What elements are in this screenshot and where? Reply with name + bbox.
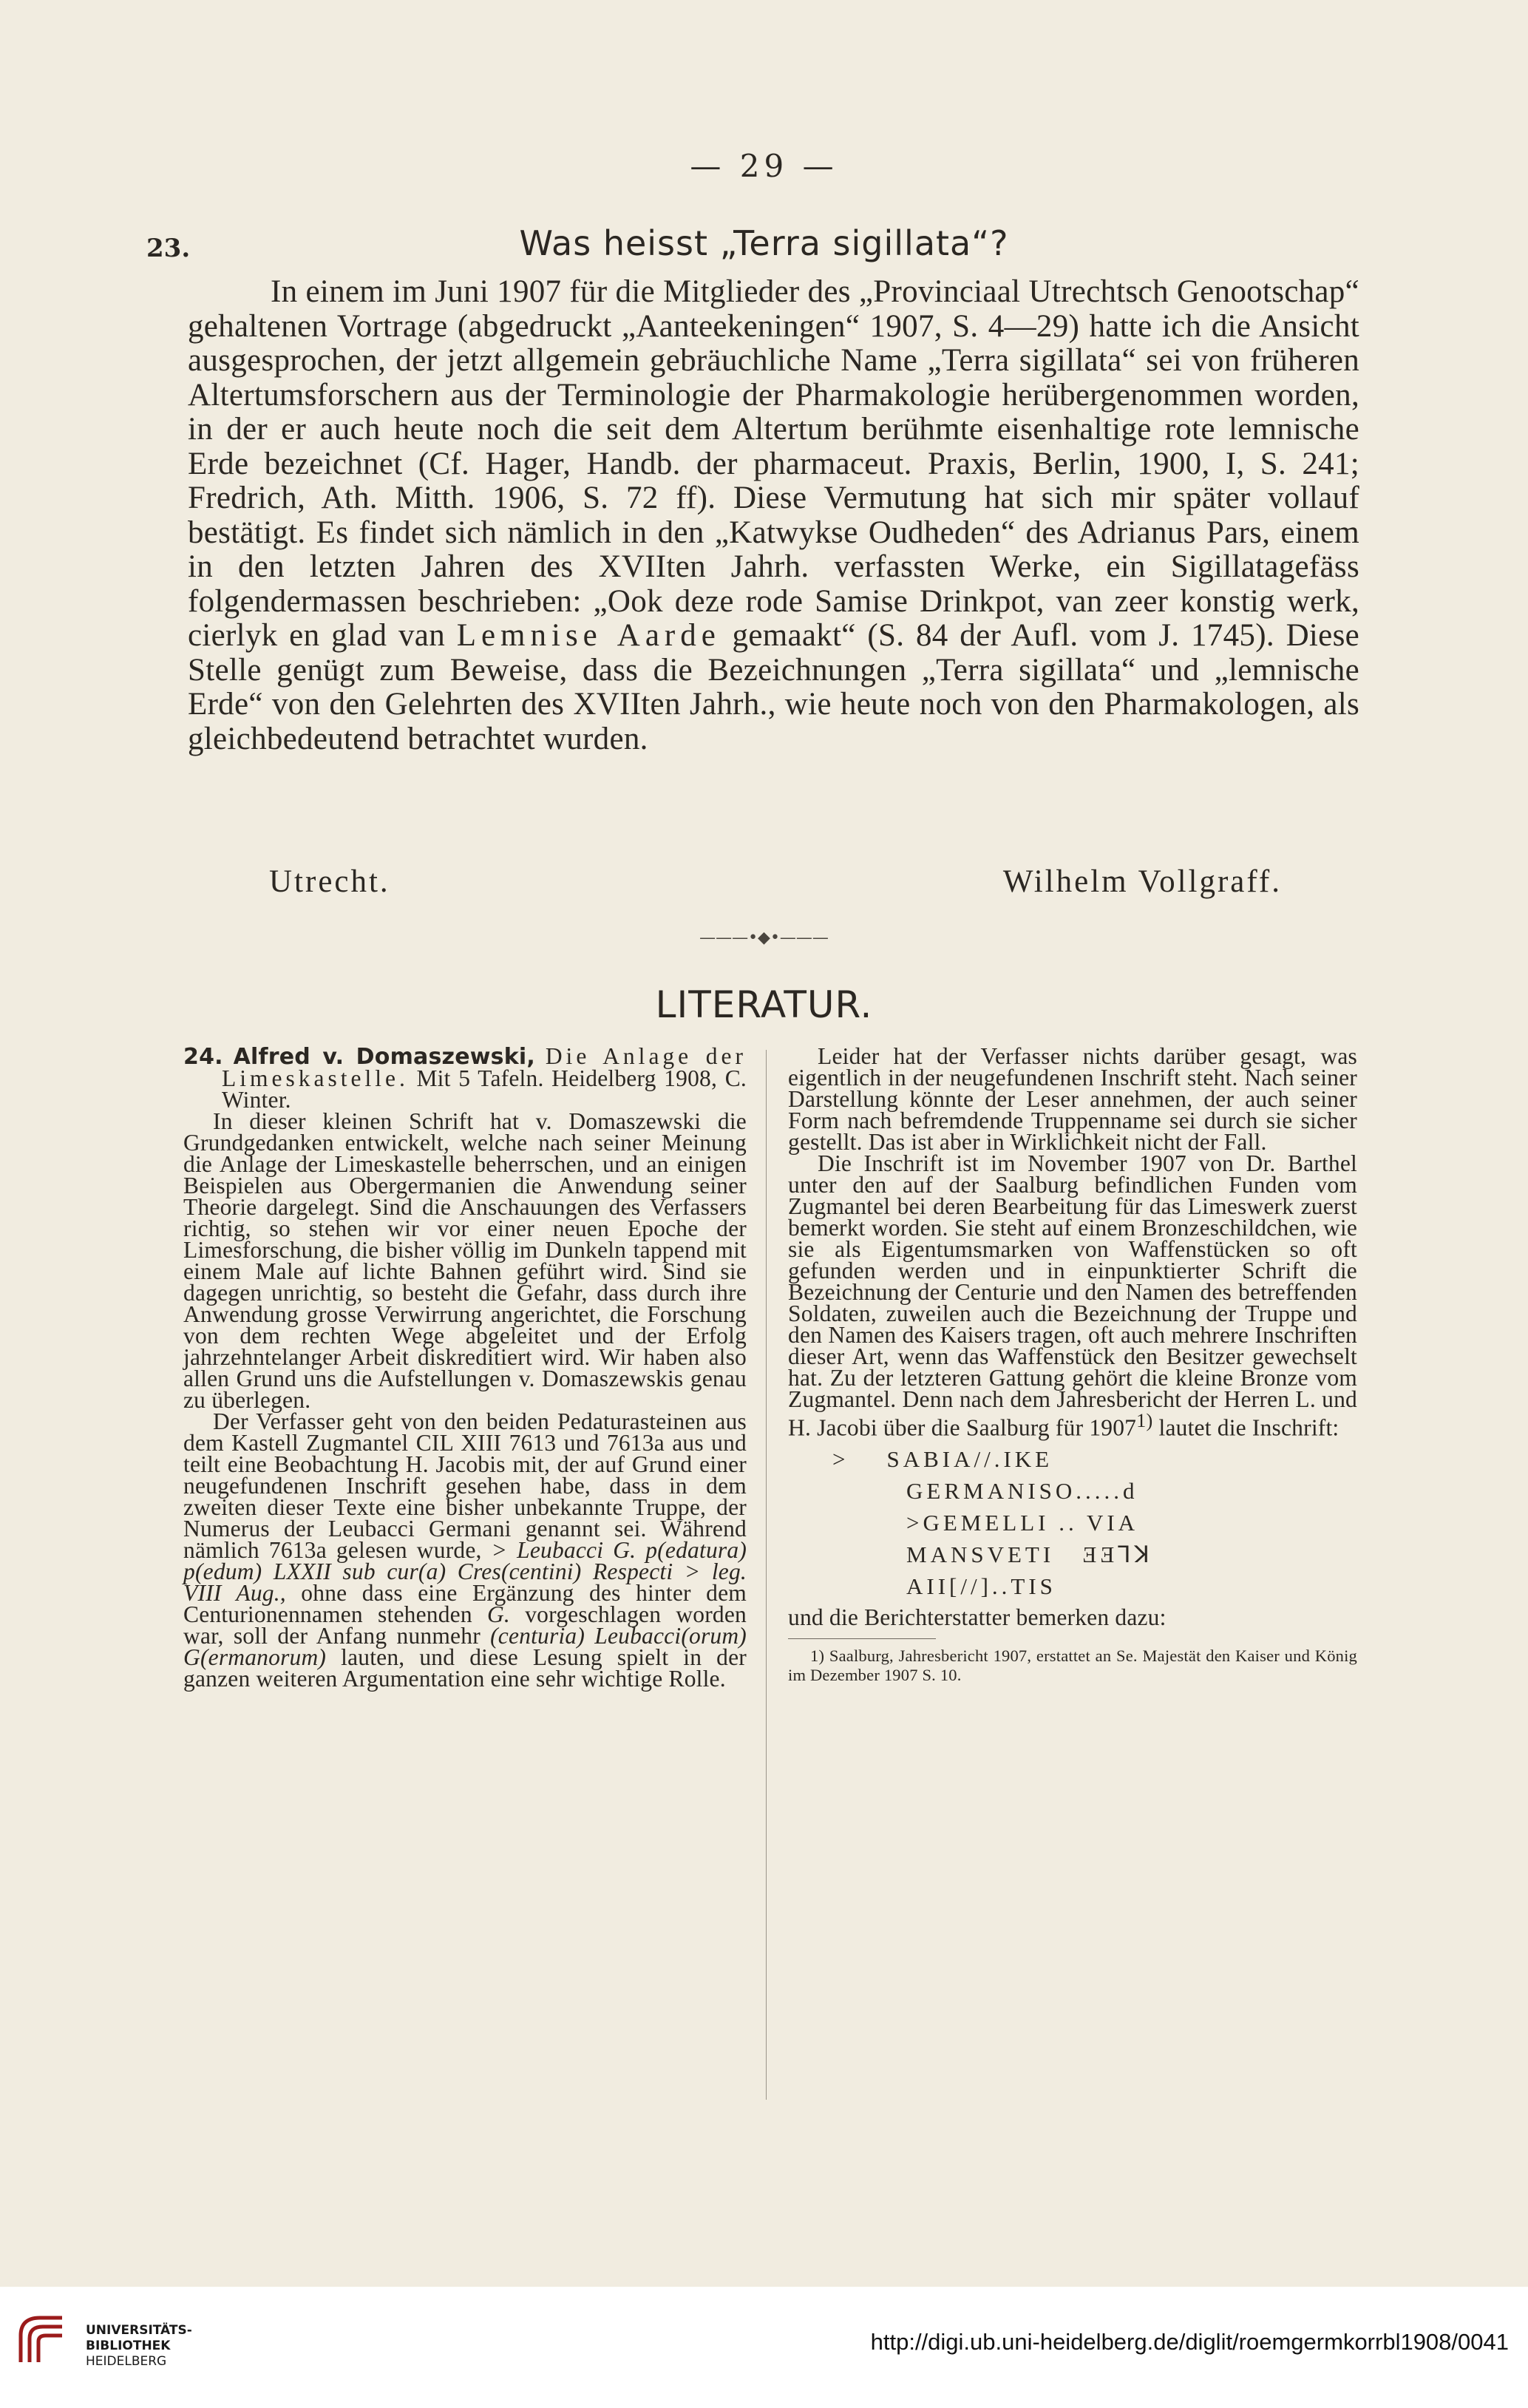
spaced-emphasis: Lemnise Aarde [456,618,721,653]
section-heading: LITERATUR. [655,983,873,1026]
article-body: In einem im Juni 1907 für die Mitglieder des „Provinciaal Utrechtsch Genootschap“ gehaltenen Vortrage (abgedruckt „Aanteekeningen“ 1907, S. 4—29) hatte ich die Ansicht ausgesprochen, der jetzt allgemein gebräuchliche Name „Terra sigillata“ sei von früheren Altertumsforschern aus der Terminologie der Pharmakologie herübergenommen worden, in der er auch heute noch die seit dem Altertum berühmte eisenhaltige rote lemnische Erde bezeichnet (Cf. Hager, Handb. der pharmaceut. Praxis, Berlin, 1900, I, S. 241; Fredrich, Ath. Mitth. 1906, S. 72 ff). Diese Vermutung hat sich mir später vollauf bestätigt. Es findet sich nämlich in den „Katwykse Oudheden“ des Adrianus Pars, einem in den letzten Jahren des XVIIten Jahrh. verfassten Werke, ein Sigillatagefäss folgendermassen beschrieben: „Ook deze rode Samise Drinkpot, van zeer konstig werk, cierlyk en glad van Lemnise Aarde gemaakt“ (S. 84 der Aufl. vom J. 1745). Diese Stelle genügt zum Beweise, dass die Bezeichnungen „Terra sigillata“ und „lemnische Erde“ von den Gelehrten des XVIIten Jahrh., wie heute noch von den Pharmakologen, als gleichbedeutend betrachtet wurden. [188,274,1359,756]
footnote-rule [788,1638,936,1639]
inscription-block [788,1443,1357,1602]
footnote: 1) Saalburg, Jahresbericht 1907, erstattet an Se. Majestät den Kaiser und König im Dezember 1907 S. 10. [788,1646,1357,1684]
signature-author: Wilhelm Vollgraff. [1002,864,1282,899]
section-ornament: ———•◆•——— [699,929,829,947]
review-paragraph: und die Berichterstatter bemerken dazu: [788,1604,1167,1630]
page-number: — 29 — [690,148,838,184]
review-heading: 24. Alfred v. Domaszewski, Die Anlage der Limeskastelle. Mit 5 Tafeln. Heidelberg 1908, C. Winter. [183,1043,747,1113]
review-book-title: Die Anlage der Limeskastelle. [222,1043,747,1091]
column-divider [766,1050,767,2100]
review-column-left [183,1043,747,1692]
article-number: 23. [146,234,191,263]
inscription-line: AII[//]..TIS [906,1573,1056,1599]
review-paragraph: Die Inschrift ist im November 1907 von Dr. Barthel unter den auf der Saalburg befindlichen Funden vom Zugmantel bei deren Bearbeitung für das Limeswerk zuerst bemerkt worden. Sie steht auf einem Bronzeschildchen, wie sie als Eigentumsmarken von Waffenstücken so oft gefunden werden und in einpunktierter Schrift die Bezeichnung der Centurie und den Namen des betreffenden Soldaten, zuweilen auch die Bezeichnung der Truppe und den Namen des Kaisers tragen, oft auch mehrere Inschriften dieser Art, wenn das Waffenstück den Besitzer gewechselt hat. Zu der letzteren Gattung gehört die kleine Bronze vom Zugmantel. Denn nach dem Jahresbericht der Herren L. und H. Jacobi über die Saalburg für 1907$^{1)}$ lautet die Inschrift: [788,1150,1357,1441]
inscription-line: MANSVETI ƎƎꓶꓘ [906,1541,1153,1567]
review-author: Alfred v. Domaszewski, [233,1044,535,1070]
review-paragraph: Leider hat der Verfasser nichts darüber gesagt, was eigentlich in der neugefundenen Inschrift steht. Nach seiner Darstellung könnte der Leser annehmen, der auch seiner Form nach befremdende Truppenname sei durch sie sicher gestellt. Das ist aber in Wirklichkeit nicht der Fall. [788,1043,1357,1155]
review-paragraph: In dieser kleinen Schrift hat v. Domaszewski die Grundgedanken entwickelt, welche nach seiner Meinung die Anlage der Limeskastelle beherrschen, und an einigen Beispielen aus Obergermanien die Anwendung seiner Theorie dargelegt. Sind die Anschauungen des Verfassers richtig, so stehen wir vor einer neuen Epoche der Limesforschung, die bisher völlig im Dunkeln tappend mit einem Male auf lichte Bahnen geführt wird. Sind sie dagegen unrichtig, so besteht die Gefahr, dass durch ihre Anwendung grosse Verwirrung angerichtet, die Forschung von dem rechten Wege abgeleitet und der Erfolg jahrzehntelanger Arbeit diskreditiert wird. Wir haben also allen Grund uns die Aufstellungen v. Domaszewskis genau zu überlegen. [183,1108,747,1413]
review-paragraph: Der Verfasser geht von den beiden Pedaturasteinen aus dem Kastell Zugmantel CIL XIII 7613 und 7613a aus und teilt eine Beobachtung H. Jacobis mit, der auf Grund einer neugefundenen Inschrift gesehen habe, dass in dem zweiten dieser Texte eine bisher unbekannte Truppe, der Numerus der Leubacci Germani genannt sei. Während nämlich 7613a gelesen wurde, > Leubacci G. p(edatura) p(edum) LXXII sub cur(a) Cres(centini) Respecti > leg. VIII Aug., ohne dass eine Ergänzung des hinter dem Centurionennamen stehenden G. vorgeschlagen worden war, soll der Anfang nunmehr (centuria) Leubacci(orum) G(ermanorum) lauten, und diese Lesung spielt in der ganzen weiteren Argumentation eine sehr wichtige Rolle. [183,1408,747,1692]
article-title: Was heisst „Terra sigillata“? [519,223,1009,263]
inscription-line: >GEMELLI .. VIA [906,1509,1139,1536]
inscription-line: > SABIA//.IKE [832,1445,1053,1472]
review-column-right [788,1045,1357,1685]
signature-place: Utrecht. [269,864,390,899]
library-logo-icon [15,2310,75,2371]
library-name: UNIVERSITÄTS- BIBLIOTHEK HEIDELBERG [86,2323,192,2369]
inscription-line: GERMANISO.....d [906,1477,1138,1504]
source-url-link[interactable]: http://digi.ub.uni-heidelberg.de/diglit/roemgermkorrbl1908/0041 [870,2329,1509,2355]
